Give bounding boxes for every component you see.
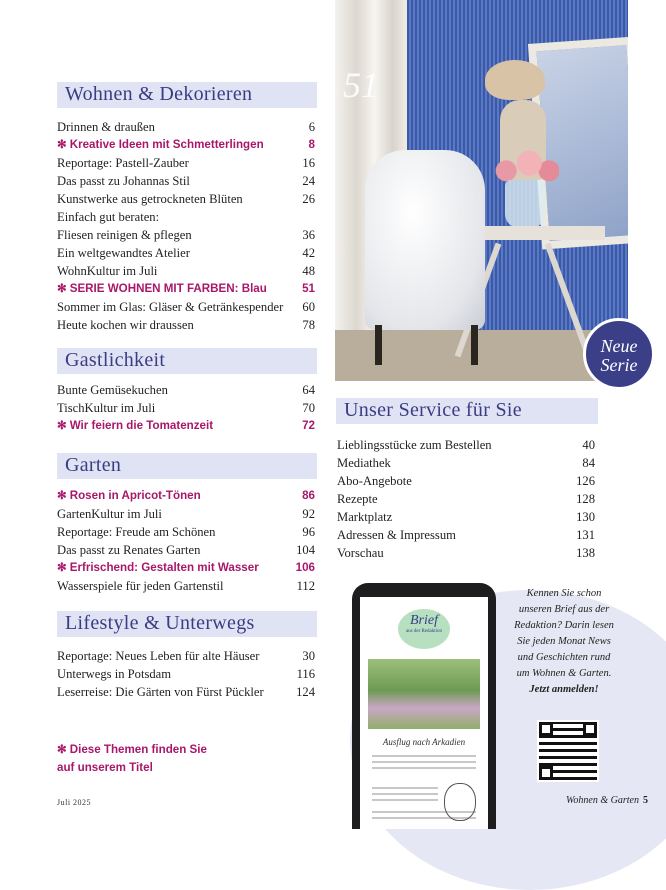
- toc-entry-text: Sommer im Glas: Gläser & Getränkespender: [57, 300, 284, 314]
- section-header: [57, 611, 317, 637]
- toc-entry[interactable]: [57, 118, 315, 136]
- toc-entry-page: 6: [308, 120, 315, 134]
- toc-entry-text: Das passt zu Johannas Stil: [57, 174, 190, 188]
- toc-entry-page: 86: [302, 489, 315, 502]
- service-entry[interactable]: [337, 526, 595, 544]
- toc-entry-page: 72: [302, 419, 315, 432]
- toc-entry-page: 96: [302, 525, 315, 539]
- service-entry-page: 138: [576, 546, 595, 560]
- toc-entry[interactable]: [57, 381, 315, 399]
- toc-entry-page: 30: [302, 649, 315, 663]
- vase-graphic: [505, 180, 545, 228]
- service-entry[interactable]: [337, 544, 595, 562]
- toc-entry[interactable]: [57, 298, 315, 316]
- toc-entry[interactable]: [57, 541, 315, 559]
- cover-topics-note: [57, 741, 207, 777]
- note-line-1: Diese Themen finden Sie: [69, 743, 207, 756]
- toc-entry-text: Leserreise: Die Gärten von Fürst Pückler: [57, 685, 264, 699]
- asterisk-icon: ✻: [57, 419, 67, 432]
- toc-entry-text: Reportage: Neues Leben für alte Häuser: [57, 649, 260, 663]
- issue-date: Juli 2025: [57, 798, 92, 807]
- toc-entry[interactable]: [57, 523, 315, 541]
- toc-entry-title: [57, 118, 155, 136]
- toc-entry-title: [57, 154, 189, 172]
- toc-entry[interactable]: [57, 208, 315, 226]
- toc-entry-title: [57, 683, 264, 701]
- page-number: 5: [642, 795, 648, 806]
- note-line-2: auf unserem Titel: [57, 761, 153, 774]
- badge-line-2: Serie: [600, 355, 638, 375]
- newsletter-logo: [398, 609, 450, 649]
- toc-entry[interactable]: [57, 505, 315, 523]
- brief-title: Brief: [410, 613, 438, 628]
- promo-line: unseren Brief aus der: [518, 604, 610, 615]
- toc-entry-title: [57, 417, 213, 435]
- toc-entry[interactable]: [57, 647, 315, 665]
- service-entry[interactable]: [337, 436, 595, 454]
- service-entry-title: Vorschau: [337, 546, 384, 560]
- toc-entry-page: 106: [295, 561, 315, 574]
- section-header: [57, 453, 317, 479]
- hat-graphic: [485, 60, 545, 100]
- toc-entry-page: 51: [302, 282, 315, 295]
- toc-entry-title: [57, 136, 264, 154]
- service-entry-page: 40: [582, 438, 595, 452]
- phone-mockup: [352, 583, 496, 829]
- phone-screen: [360, 597, 488, 829]
- toc-entry-title: [57, 172, 190, 190]
- text-line: [372, 767, 476, 769]
- section-header: [57, 348, 317, 374]
- promo-line: Kennen Sie schon: [526, 588, 602, 599]
- editor-portrait: [444, 783, 476, 821]
- service-entry-page: 126: [576, 474, 595, 488]
- photo-page-reference[interactable]: 51: [343, 65, 379, 105]
- toc-entry-text: Kreative Ideen mit Schmetterlingen: [69, 138, 264, 151]
- toc-entry[interactable]: [57, 577, 315, 595]
- folio: [566, 795, 648, 806]
- armchair-graphic: [365, 150, 485, 330]
- section-title: Lifestyle & Unterwegs: [65, 612, 255, 634]
- text-line: [372, 799, 438, 801]
- toc-entry-title: [57, 262, 157, 280]
- toc-entry-text: Bunte Gemüsekuchen: [57, 383, 168, 397]
- toc-entry-text: TischKultur im Juli: [57, 401, 156, 415]
- toc-entry-text: Heute kochen wir draussen: [57, 318, 194, 332]
- toc-entry-title: [57, 559, 259, 577]
- toc-entry-page: 116: [296, 667, 315, 681]
- toc-entry-text: SERIE WOHNEN MIT FARBEN: Blau: [69, 282, 267, 295]
- text-line: [372, 793, 438, 795]
- service-entry-title: Adressen & Impressum: [337, 528, 456, 542]
- toc-entry-title: [57, 381, 168, 399]
- toc-entry-title: [57, 577, 224, 595]
- asterisk-icon: ✻: [57, 743, 67, 756]
- promo-line: Redaktion? Darin lesen: [514, 620, 614, 631]
- toc-entry[interactable]: [57, 190, 315, 208]
- toc-entry-title: [57, 523, 215, 541]
- toc-entry-title: [57, 226, 192, 244]
- toc-entry[interactable]: [57, 417, 315, 435]
- toc-entry-title: [57, 647, 259, 665]
- toc-entry-title: [57, 244, 190, 262]
- article-title: Ausflug nach Arkadien: [382, 737, 466, 747]
- toc-entry-page: 24: [302, 174, 315, 188]
- toc-entry-page: 26: [302, 192, 315, 206]
- toc-entry-page: 112: [296, 579, 315, 593]
- toc-entry[interactable]: [57, 172, 315, 190]
- toc-entry-title: [57, 487, 201, 505]
- asterisk-icon: ✻: [57, 282, 67, 295]
- qr-finder: [539, 766, 553, 780]
- toc-entry-text: Wasserspiele für jeden Gartenstil: [57, 579, 224, 593]
- service-entry-title: Lieblingsstücke zum Bestellen: [337, 438, 492, 452]
- toc-entry[interactable]: [57, 665, 315, 683]
- signup-link[interactable]: Jetzt anmelden!: [529, 684, 599, 695]
- magazine-name: Wohnen & Garten: [566, 795, 639, 806]
- promo-line: und Geschichten rund: [517, 652, 611, 663]
- chair-leg-graphic: [471, 325, 478, 365]
- promo-line: um Wohnen & Garten.: [516, 668, 612, 679]
- toc-entry-page: 36: [302, 228, 315, 242]
- section-title: Gastlichkeit: [65, 349, 166, 371]
- toc-entry-title: [57, 208, 159, 226]
- asterisk-icon: ✻: [57, 561, 67, 574]
- toc-entry[interactable]: [57, 280, 315, 298]
- toc-entry-page: 42: [302, 246, 315, 260]
- text-line: [372, 755, 476, 757]
- toc-entry-text: Wir feiern die Tomatenzeit: [69, 419, 214, 432]
- toc-entry-text: Ein weltgewandtes Atelier: [57, 246, 190, 260]
- toc-entry[interactable]: [57, 136, 315, 154]
- service-section-header: [336, 398, 598, 424]
- toc-entry-text: Reportage: Freude am Schönen: [57, 525, 216, 539]
- toc-entry[interactable]: [57, 559, 315, 577]
- service-title: Unser Service für Sie: [344, 399, 522, 421]
- toc-entry-page: 92: [302, 507, 315, 521]
- asterisk-icon: ✻: [57, 138, 67, 151]
- service-entry-title: Rezepte: [337, 492, 378, 506]
- service-entry[interactable]: [337, 472, 595, 490]
- service-entry-title: Abo-Angebote: [337, 474, 412, 488]
- promo-line: Sie jeden Monat News: [517, 636, 611, 647]
- toc-entry-text: Fliesen reinigen & pflegen: [57, 228, 192, 242]
- toc-entry-text: Einfach gut beraten:: [57, 210, 160, 224]
- toc-entry-page: 124: [296, 685, 315, 699]
- toc-entry-page: 8: [308, 138, 315, 151]
- service-entry-page: 84: [582, 456, 595, 470]
- toc-entry-title: [57, 298, 283, 316]
- text-line: [372, 787, 438, 789]
- toc-entry-title: [57, 316, 194, 334]
- toc-entry-title: [57, 399, 155, 417]
- toc-entry-page: 48: [302, 264, 315, 278]
- service-entry[interactable]: [337, 454, 595, 472]
- toc-entry[interactable]: [57, 487, 315, 505]
- toc-entry[interactable]: [57, 316, 315, 334]
- toc-entry[interactable]: [57, 244, 315, 262]
- park-photo: [368, 659, 480, 729]
- service-entry-title: Mediathek: [337, 456, 391, 470]
- toc-entry-text: Erfrischend: Gestalten mit Wasser: [69, 561, 259, 574]
- toc-entry-page: 104: [296, 543, 315, 557]
- toc-entry[interactable]: [57, 399, 315, 417]
- toc-entry[interactable]: [57, 262, 315, 280]
- brief-subtitle: aus der Redaktion: [405, 629, 443, 634]
- toc-entry-title: [57, 190, 243, 208]
- toc-entry-text: GartenKultur im Juli: [57, 507, 162, 521]
- service-entry-page: 128: [576, 492, 595, 506]
- toc-entry-text: Kunstwerke aus getrockneten Blüten: [57, 192, 243, 206]
- toc-entry-page: 64: [302, 383, 315, 397]
- section-title: Garten: [65, 454, 122, 476]
- service-entry[interactable]: [337, 490, 595, 508]
- toc-entry-title: [57, 280, 267, 298]
- toc-entry[interactable]: [57, 226, 315, 244]
- section-header: [57, 82, 317, 108]
- asterisk-icon: ✻: [57, 489, 67, 502]
- badge-line-1: Neue: [600, 336, 638, 356]
- chair-leg-graphic: [375, 325, 382, 365]
- toc-entry-page: 78: [302, 318, 315, 332]
- toc-entry-text: Rosen in Apricot-Tönen: [69, 489, 201, 502]
- toc-entry[interactable]: [57, 154, 315, 172]
- section-title: Wohnen & Dekorieren: [65, 83, 253, 105]
- toc-entry[interactable]: [57, 683, 315, 701]
- text-line: [372, 761, 476, 763]
- cover-photo: [335, 0, 628, 381]
- new-series-badge: [583, 318, 655, 390]
- toc-entry-page: 16: [302, 156, 315, 170]
- toc-entry-text: Drinnen & draußen: [57, 120, 155, 134]
- toc-entry-text: Unterwegs in Potsdam: [57, 667, 172, 681]
- toc-entry-title: [57, 665, 171, 683]
- newsletter-promo: [500, 586, 628, 698]
- service-entry-page: 130: [576, 510, 595, 524]
- qr-code[interactable]: [537, 720, 599, 782]
- service-entry-page: 131: [576, 528, 595, 542]
- toc-entry-title: [57, 541, 200, 559]
- toc-entry-title: [57, 505, 162, 523]
- toc-entry-text: Das passt zu Renates Garten: [57, 543, 201, 557]
- service-entry-title: Marktplatz: [337, 510, 393, 524]
- toc-entry-page: 60: [302, 300, 315, 314]
- toc-entry-page: 70: [302, 401, 315, 415]
- service-entry[interactable]: [337, 508, 595, 526]
- toc-entry-text: WohnKultur im Juli: [57, 264, 158, 278]
- toc-entry-text: Reportage: Pastell-Zauber: [57, 156, 189, 170]
